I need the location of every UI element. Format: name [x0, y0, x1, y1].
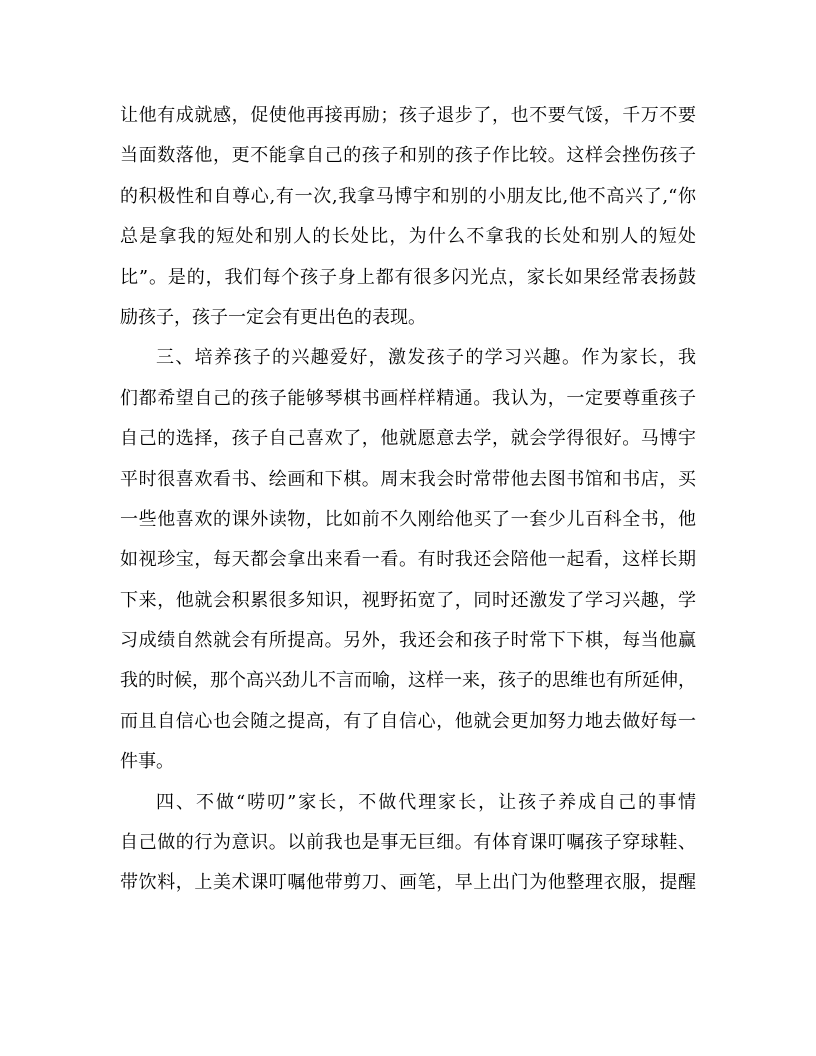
text-line: 当面数落他，更不能拿自己的孩子和别的孩子作比较。这样会挫伤孩子 — [120, 145, 696, 167]
text-line: 让他有成就感，促使他再接再励；孩子退步了，也不要气馁，千万不要 — [120, 105, 696, 126]
text-line: 的积极性和自尊心,有一次,我拿马博宇和别的小朋友比,他不高兴了,“你 — [120, 185, 696, 207]
text-line: 比”。是的，我们每个孩子身上都有很多闪光点，家长如果经常表扬鼓 — [120, 266, 696, 288]
text-line: 一些他喜欢的课外读物，比如前不久刚给他买了一套少儿百科全书，他 — [120, 508, 696, 530]
text-line: 励孩子，孩子一定会有更出色的表现。 — [120, 306, 426, 328]
text-line: 自己做的行为意识。以前我也是事无巨细。有体育课叮嘱孩子穿球鞋、 — [120, 832, 696, 854]
text-line: 习成绩自然就会有所提高。另外，我还会和孩子时常下下棋，每当他赢 — [120, 630, 696, 652]
document-body — [120, 96, 696, 904]
text-line: 件事。 — [120, 751, 174, 773]
text-line: 而且自信心也会随之提高，有了自信心，他就会更加努力地去做好每一 — [120, 710, 696, 732]
paragraph-heading-line: 四、不做“唠叨”家长，不做代理家长，让孩子养成自己的事情 — [156, 791, 696, 813]
text-line: 如视珍宝，每天都会拿出来看一看。有时我还会陪他一起看，这样长期 — [120, 549, 696, 571]
text-line: 我的时候，那个高兴劲儿不言而喻，这样一来，孩子的思维也有所延伸， — [120, 670, 696, 692]
text-line: 总是拿我的短处和别人的长处比，为什么不拿我的长处和别人的短处 — [120, 226, 696, 248]
text-line: 下来，他就会积累很多知识，视野拓宽了，同时还激发了学习兴趣，学 — [120, 589, 696, 611]
text-line: 带饮料，上美术课叮嘱他带剪刀、画笔，早上出门为他整理衣服，提醒 — [120, 872, 696, 894]
paragraph-heading-line: 三、培养孩子的兴趣爱好，激发孩子的学习兴趣。作为家长，我 — [156, 347, 696, 369]
text-line: 自己的选择，孩子自己喜欢了，他就愿意去学，就会学得很好。马博宇 — [120, 428, 696, 450]
text-line: 们都希望自己的孩子能够琴棋书画样样精通。我认为，一定要尊重孩子 — [120, 387, 696, 409]
text-line: 平时很喜欢看书、绘画和下棋。周末我会时常带他去图书馆和书店，买 — [120, 468, 696, 490]
